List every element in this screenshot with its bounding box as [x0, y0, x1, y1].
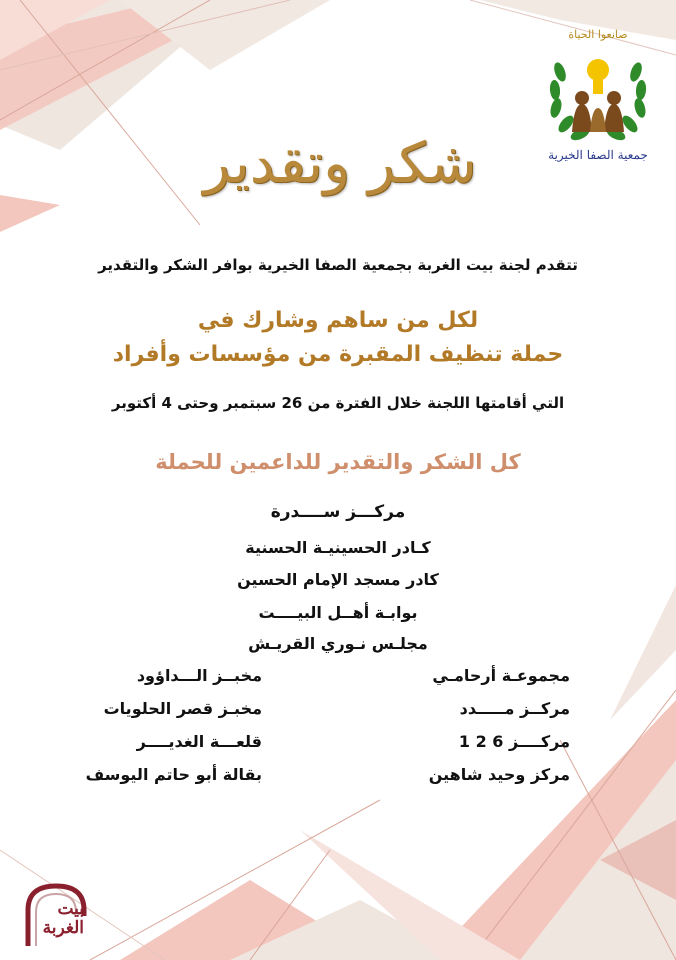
- intro-text: تتقدم لجنة بيت الغربة بجمعية الصفا الخيرية بوافر الشكر والتقدير: [98, 256, 578, 274]
- left-small-shape: [0, 195, 60, 232]
- charity-logo: [538, 20, 658, 170]
- laurel-emblem-icon: [538, 32, 658, 162]
- page-title: شكر وتقدير: [203, 131, 477, 196]
- logo-bottom-text: جمعية الصفا الخيرية: [548, 148, 648, 162]
- list-item: مركز وحيد شاهين: [428, 765, 570, 784]
- logo-top-text: صانعوا الحياة: [568, 28, 628, 41]
- headline-line-1: لكل من ساهم وشارك في: [197, 308, 479, 333]
- brand-logo-text: بيت الغربة: [42, 899, 84, 938]
- list-item: مركــز مـــــدد: [459, 699, 570, 718]
- list-item: مخبــز الـــداؤود: [136, 666, 262, 685]
- list-item: مجموعـة أرحامـي: [432, 666, 570, 685]
- list-item: مخبـز قصر الحلويات: [103, 699, 262, 718]
- list-item: مجلـس نـوري القريـش: [248, 634, 428, 653]
- list-item: قلعـــة الغديــــر: [136, 732, 262, 751]
- list-item: مركــــز 6 2 1: [458, 732, 570, 751]
- list-item: مركـــز ســــدرة: [270, 502, 406, 522]
- list-item: كـادر الحسينيـة الحسنية: [245, 538, 431, 557]
- list-item: كادر مسجد الإمام الحسين: [237, 570, 439, 589]
- title-block: [180, 118, 500, 228]
- headline-line-2: حملة تنظيف المقبرة من مؤسسات وأفراد: [112, 342, 564, 367]
- period-text: التي أقامتها اللجنة خلال الفترة من 26 سبتمبر وحتى 4 أكتوبر: [111, 394, 565, 412]
- list-item: بقالة أبو حاتم اليوسف: [85, 765, 262, 784]
- thanks-heading: كل الشكر والتقدير للداعمين للحملة: [155, 450, 521, 474]
- list-item: بوابـة أهــل البيــــت: [258, 603, 418, 622]
